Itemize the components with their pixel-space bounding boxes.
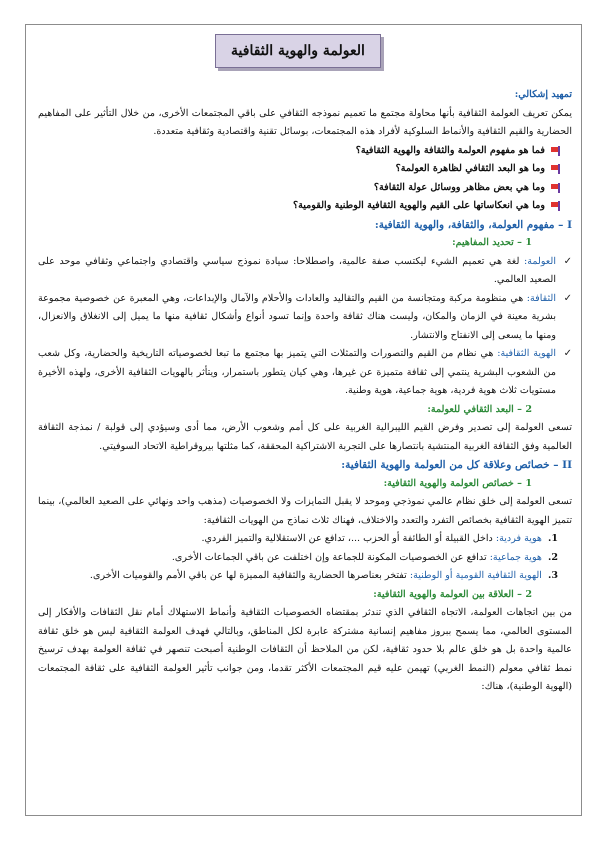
section-2-sub-2-heading: 2 – العلاقة بين العولمة والهوية الثقافية:: [373, 588, 532, 600]
flag-icon: [551, 146, 560, 156]
intro-text: يمكن تعريف العولمة الثقافية بأنها محاولة مجتمع ما تعميم نموذجه الثقافي على باقي المجتمعات الأخرى، من خلال التأثير على المفاهيم الحضارية والقيم الثقافية والأنماط السلوكية لأفراد هذه المجتمعات، بوسائل تقنية واقتصادية وثقافية متعددة.: [38, 107, 572, 137]
question-item: فما هو مفهوم العولمة والثقافة والهوية الثقافية؟: [38, 142, 572, 161]
section-2-sub-1-heading: 1 – خصائص العولمة والهوية الثقافية:: [383, 477, 532, 489]
section-2-sub-1-text: تسعى العولمة إلى خلق نظام عالمي نموذجي وموحد لا يقبل التمايزات ولا الخصوصيات (مذهب واحد ونهائي على الصعيد العالمي)، بينما تتميز الهوية الثقافية بخصائص التفرد والتعدد والاختلاف، فهناك ثلاث نماذج من الهويات الثقافية:: [38, 496, 572, 526]
check-icon: ✓: [563, 255, 572, 267]
page-title: العولمة والهوية الثقافية: [215, 34, 381, 68]
identity-type-item: 1. هوية فردية: داخل القبيلة أو الطائفة أو الحزب ...، تدافع عن الاستقلالية والتميز الفردي.: [201, 533, 558, 544]
flag-icon: [551, 201, 560, 211]
intro-heading: تمهيد إشكالي:: [514, 89, 572, 100]
flag-icon: [551, 164, 560, 174]
section-2-sub-2-text: من بين اتجاهات العولمة، الاتجاه الثقافي الذي تندثر بمقتضاه الخصوصيات الثقافية وأنماط الاستهلاك أمام نقل الثقافات والأفكار إلى المستوى العالمي، مما يسمح ببروز مفاهيم إنسانية مشتركة عابرة لكل المناطق، وبالتالي فهدف العولمة الثقافية ليس هو خلق ثقافة عالمية واحدة بل هو خلق عالم بلا حدود ثقافية، لكن من الملاحظ أن الثقافات الوطنية أصبحت تنصهر في ثقافة العولمة بهدف ترسيخ نمط ثقافي معولم (النمط الغربي) تهيمن عليه قيم المجتمعات الأكثر تقدما، ومن جوانب تأثير العولمة الثقافية على ثقافة المجتمعات (الهوية الوطنية)، هناك:: [38, 607, 572, 692]
check-icon: ✓: [563, 292, 572, 304]
document-body: [38, 86, 572, 697]
check-icon: ✓: [563, 348, 572, 359]
definition-item: ✓ الهوية الثقافية: هي نظام من القيم والتصورات والتمثلات التي يتميز بها مجتمع ما تبعا لخصوصياته التاريخية والحضارية، وكل شعب من الشعوب البشرية ينتمي إلى ثقافة متميزة عن غيرها، وهي كيان يتطور باستمرار، ويتأثر بالهويات الثقافية الأخرى، ولهذه الأخيرة مستويات ثلاث هوية فردية، هوية جماعية، هوية وطنية.: [38, 345, 572, 401]
question-item: وما هي انعكاساتها على القيم والهوية الثقافية الوطنية والقومية؟: [38, 197, 572, 216]
section-1-sub-2-text: تسعى العولمة إلى تصدير وفرض القيم الليبرالية الغربية على كل أمم وشعوب الأرض، مما أدى وسيؤدي إلى قولبة / نمذجة الثقافة العالمية وفق الثقافة الغربية المنتشية بانتصارها على التجربة الاشتراكية المحققة، كما مثلتها بيروقراطية الاتحاد السوفيتي.: [38, 422, 572, 452]
question-item: وما هو البعد الثقافي لظاهرة العولمة؟: [38, 160, 572, 179]
definition-item: ✓ الثقافة: هي منظومة مركبة ومتجانسة من القيم والتقاليد والعادات والأحلام والآمال والإبداعات، وهي المعبرة عن خصوصية مجموعة بشرية معينة في الزمان والمكان، وليست هناك ثقافة واحدة وإنما تسود أنواع وأشكال ثقافية منها ما يميل إلى الانغلاق والانعزال، ومنها ما يسعى إلى الانفتاح والانتشار.: [38, 290, 572, 346]
identity-type-item: 2. هوية جماعية: تدافع عن الخصوصيات المكونة للجماعة وإن اختلفت عن باقي الجماعات الأخرى.: [171, 551, 558, 563]
section-1-heading: I – مفهوم العولمة، والثقافة، والهوية الثقافية:: [374, 218, 572, 231]
section-1-sub-1-heading: 1 – تحديد المفاهيم:: [452, 237, 532, 248]
flag-icon: [551, 183, 560, 193]
section-2-heading: II – خصائص وعلاقة كل من العولمة والهوية الثقافية:: [341, 459, 572, 471]
identity-type-item: 3. الهوية الثقافية القومية أو الوطنية: تفتخر بعناصرها الحضارية والثقافية المميزة لها عن باقي الأمم والقوميات الأخرى.: [89, 570, 558, 581]
definition-item: ✓ العولمة: لغة هي تعميم الشيء ليكتسب صفة عالمية، واصطلاحا: سيادة نموذج سياسي واقتصادي واجتماعي وثقافي موحد على الصعيد العالمي.: [38, 253, 572, 290]
section-1-sub-2-heading: 2 – البعد الثقافي للعولمة:: [427, 403, 532, 415]
question-item: وما هي بعض مظاهر ووسائل عولة الثقافة؟: [38, 179, 572, 198]
